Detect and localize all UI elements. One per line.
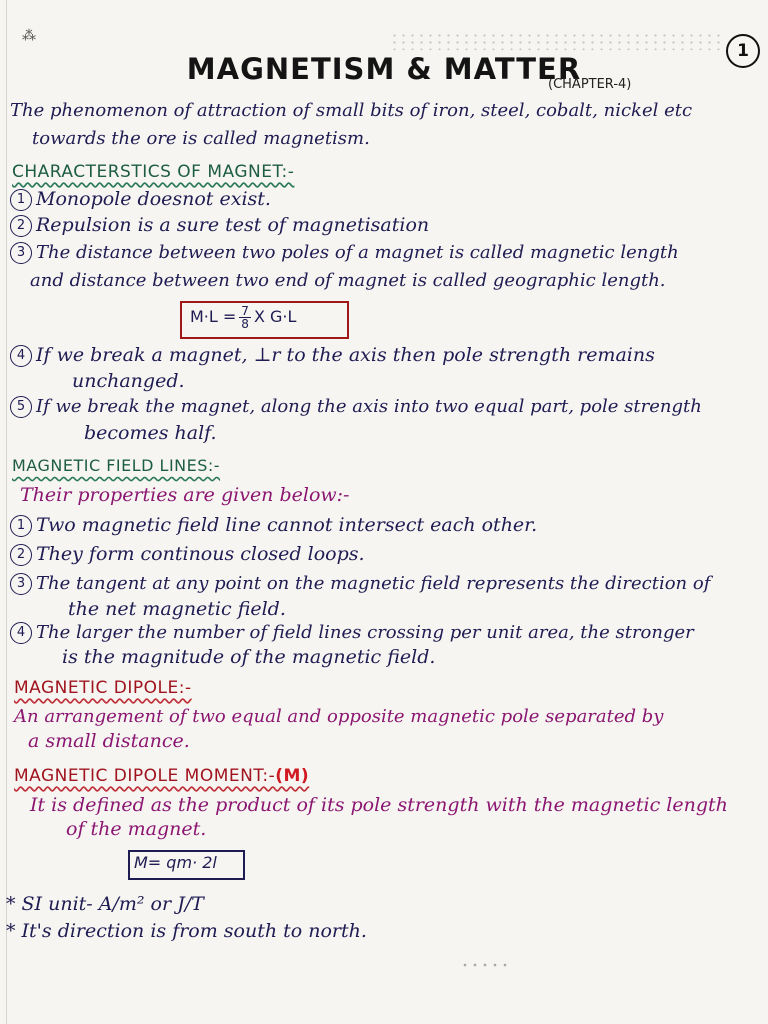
page-title: MAGNETISM & MATTER — [186, 52, 582, 86]
field-line-item-2: 2 They form continous closed loops. — [10, 543, 365, 566]
dipole-line-1: An arrangement of two equal and opposite magnetic pole separated by — [14, 706, 664, 727]
characteristic-item-5: 5 If we break the magnet, along the axis into two equal part, pole strength — [10, 396, 702, 418]
field-line-item-4-line-2: is the magnitude of the magnetic field. — [62, 646, 436, 668]
characteristic-item-4: 4 If we break a magnet, ⊥r to the axis then pole strength remains — [10, 344, 655, 367]
characteristics-heading: CHARACTERSTICS OF MAGNET:- — [12, 162, 295, 182]
characteristic-item-1: 1 Monopole doesnot exist. — [10, 188, 271, 211]
chapter-label: (CHAPTER-4) — [548, 77, 632, 92]
field-lines-subheading: Their properties are given below:- — [20, 484, 350, 506]
characteristic-item-3: 3 The distance between two poles of a magnet is called magnetic length — [10, 242, 679, 264]
field-line-item-3-line-2: the net magnetic field. — [68, 598, 286, 620]
field-line-item-4: 4 The larger the number of field lines crossing per unit area, the stronger — [10, 622, 694, 644]
note-direction: * It's direction is from south to north. — [6, 920, 367, 942]
characteristic-item-2: 2 Repulsion is a sure test of magnetisation — [10, 214, 429, 237]
dipole-moment-line-1: It is defined as the product of its pole strength with the magnetic length — [30, 794, 728, 816]
dipole-moment-formula: M= qm· 2l — [134, 853, 217, 872]
intro-line-2: towards the ore is called magnetism. — [32, 128, 370, 149]
characteristic-item-4-line-2: unchanged. — [72, 370, 185, 392]
characteristic-item-3-line-2: and distance between two end of magnet is called geographic length. — [30, 270, 666, 291]
field-lines-heading: MAGNETIC FIELD LINES:- — [12, 456, 221, 475]
field-line-item-1: 1 Two magnetic field line cannot intersect each other. — [10, 514, 537, 537]
dipole-heading: MAGNETIC DIPOLE:- — [14, 678, 192, 698]
bottom-dots — [460, 962, 510, 968]
dipole-moment-heading: MAGNETIC DIPOLE MOMENT:-(M) — [14, 766, 310, 786]
field-line-item-3: 3 The tangent at any point on the magnetic field represents the direction of — [10, 573, 710, 595]
margin-line — [6, 0, 7, 1024]
corner-scribble: ⁂ — [22, 28, 36, 44]
dipole-moment-line-2: of the magnet. — [66, 818, 207, 840]
note-si-unit: * SI unit- A/m² or J/T — [6, 893, 204, 915]
ml-formula: M·L = $\frac{7}{8}$ X G·L — [190, 304, 297, 331]
dipole-line-2: a small distance. — [28, 730, 190, 752]
page-number: 1 — [726, 34, 760, 68]
dot-texture — [390, 32, 720, 50]
characteristic-item-5-line-2: becomes half. — [84, 422, 217, 444]
intro-line-1: The phenomenon of attraction of small bits of iron, steel, cobalt, nickel etc — [10, 100, 693, 121]
